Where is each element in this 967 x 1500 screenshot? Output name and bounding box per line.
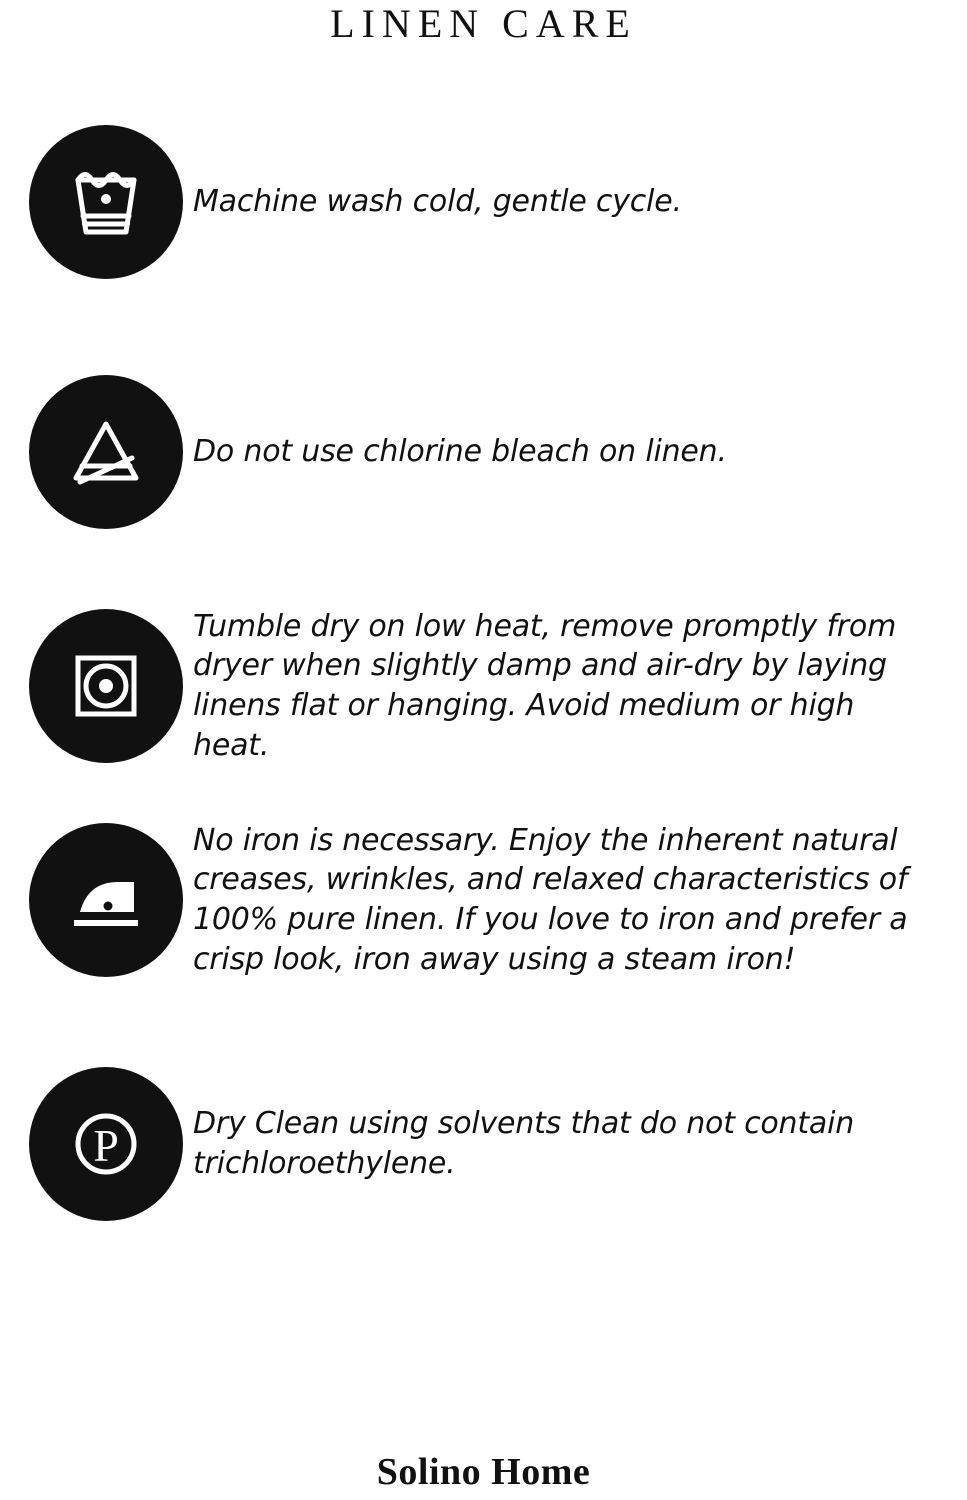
do-not-bleach-icon — [29, 375, 183, 529]
list-item — [18, 586, 949, 786]
text-cell — [193, 607, 949, 765]
icon-cell — [18, 609, 193, 763]
brand-name: Solino Home — [376, 1451, 591, 1493]
icon-cell — [18, 1067, 193, 1221]
list-item — [18, 358, 949, 546]
list-item — [18, 1050, 949, 1238]
icon-cell — [18, 375, 193, 529]
page-title: LINEN CARE — [330, 1, 637, 46]
text-cell — [193, 1104, 949, 1183]
care-instruction-text: Machine wash cold, gentle cycle. — [193, 184, 682, 220]
card-header — [0, 0, 967, 46]
iron-icon — [29, 823, 183, 977]
dry-clean-p-icon — [29, 1067, 183, 1221]
card-footer — [0, 1450, 967, 1494]
care-instruction-text: Do not use chlorine bleach on linen. — [193, 434, 727, 470]
icon-cell — [18, 125, 193, 279]
care-instruction-text: Tumble dry on low heat, remove promptly from dryer when slightly damp and air-dry by laying linens flat or hanging. Avoid medium or high heat. — [193, 608, 897, 763]
care-instruction-text: No iron is necessary. Enjoy the inherent natural creases, wrinkles, and relaxed characteristics of 100% pure linen. If you love to iron and prefer a crisp look, iron away using a steam iron! — [193, 822, 908, 977]
tumble-dry-low-icon — [29, 609, 183, 763]
care-instruction-list — [0, 108, 967, 1238]
care-instruction-text: Dry Clean using solvents that do not contain trichloroethylene. — [193, 1106, 855, 1181]
text-cell — [193, 182, 949, 222]
machine-wash-icon — [29, 125, 183, 279]
text-cell — [193, 821, 949, 979]
list-item — [18, 108, 949, 296]
text-cell — [193, 432, 949, 472]
list-item — [18, 800, 949, 1000]
svg-text:P: P — [92, 1120, 119, 1171]
icon-cell — [18, 823, 193, 977]
